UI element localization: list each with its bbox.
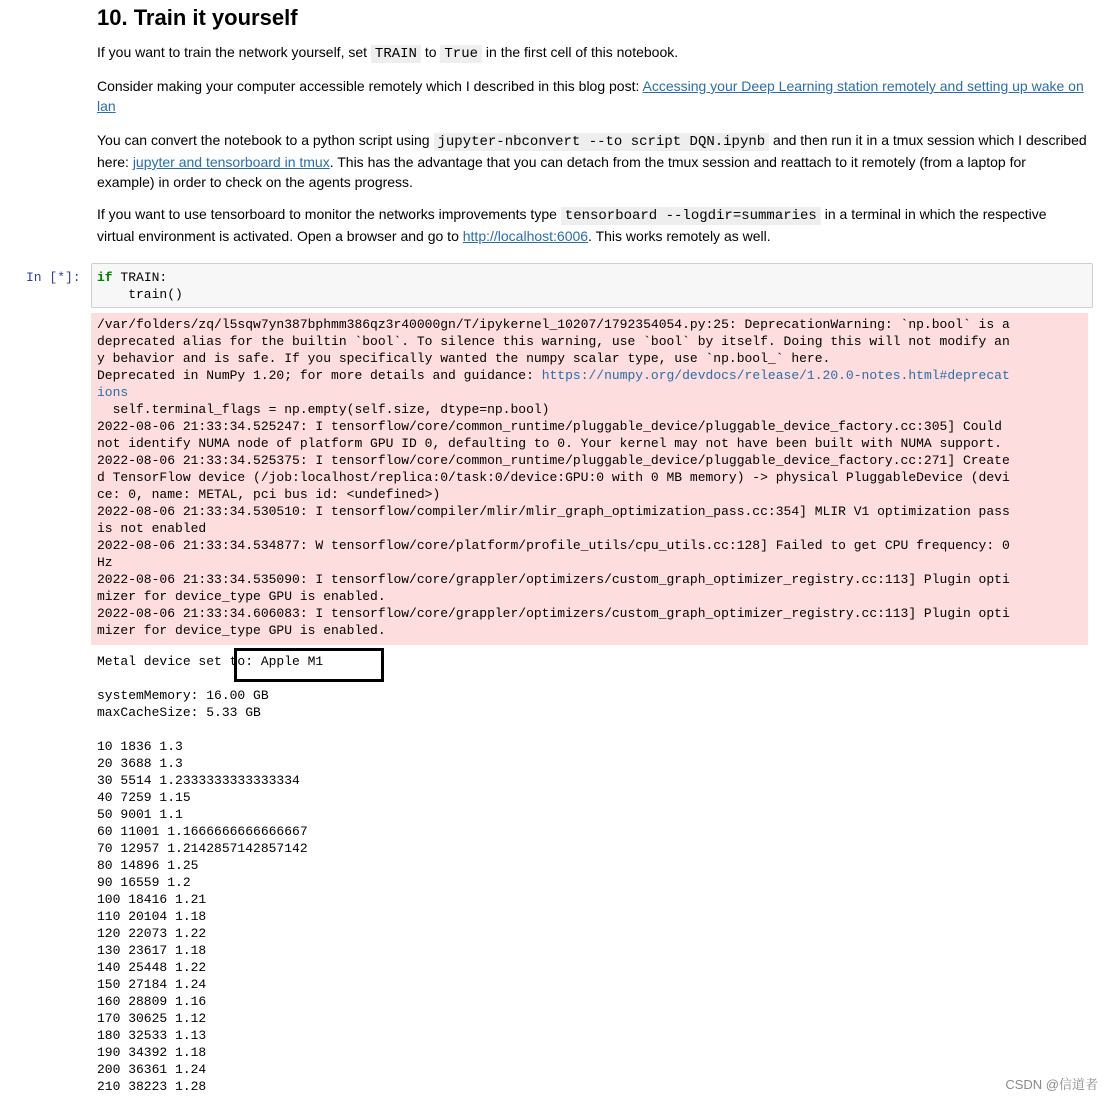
stderr-text (97, 316, 1010, 639)
text: . This has the advantage that you can detach from the tmux session and reattach to it remotely (from a laptop for example) in order to check on the agents progress. (97, 154, 1026, 190)
paragraph-convert (97, 130, 1087, 192)
code-true: True (440, 45, 482, 63)
text: If you want to use tensorboard to monitor the networks improvements type (97, 206, 561, 222)
text: to (420, 44, 441, 60)
text: and then run it in a tmux session which I described here: (97, 132, 1087, 170)
text: . This works remotely as well. (588, 228, 771, 244)
paragraph-remote (97, 76, 1087, 116)
code-nbconvert: jupyter-nbconvert --to script DQN.ipynb (434, 133, 770, 151)
localhost-link[interactable]: http://localhost:6006 (462, 228, 589, 244)
code-train: TRAIN (371, 45, 421, 63)
cell-prompt: In [*]: (26, 270, 81, 285)
text: If you want to train the network yourself, set (97, 44, 371, 60)
watermark: CSDN @信道者 (1005, 1077, 1098, 1092)
code-line-2: train() (97, 287, 183, 302)
keyword-if: if (97, 270, 113, 285)
numpy-release-link[interactable]: https://numpy.org/devdocs/release/1.20.0-notes.html#deprecat ions (97, 368, 1010, 400)
code-tensorboard: tensorboard --logdir=summaries (561, 207, 821, 225)
paragraph-tensorboard (97, 204, 1087, 246)
stderr-output (91, 313, 1088, 645)
highlight-box (234, 648, 384, 682)
text: You can convert the notebook to a python script using (97, 132, 434, 148)
code-text (97, 269, 183, 303)
code-line-1: TRAIN: (112, 270, 168, 285)
stderr-part-1: /var/folders/zq/l5sqw7yn387bphmm386qz3r40000gn/T/ipykernel_10207/1792354054.py:25: DeprecationWarning: `np.bool` is a deprecated alias for the builtin `bool`. To silence this warning, use `bool` by itself. Doing this will not modify an y behavior and is safe. If you specifically wanted the numpy scalar type, use `np.bool_` here. Deprecated in NumPy 1.20; for more details and guidance: (97, 317, 1010, 383)
blog-post-link[interactable]: Accessing your Deep Learning station remotely and setting up wake on lan (97, 78, 1084, 114)
code-cell-input[interactable] (91, 263, 1093, 308)
tmux-link[interactable]: jupyter and tensorboard in tmux (132, 154, 330, 170)
paragraph-train (97, 42, 1087, 64)
stdout-text: Metal device set to: Apple M1 systemMemory: 16.00 GB maxCacheSize: 5.33 GB 10 1836 1.3 20 3688 1.3 30 5514 1.2333333333333334 40 7259 1.15 50 9001 1.1 60 11001 1.1666666666666667 70 12957 1.2142857142857142 80 14896 1.25 90 16559 1.2 100 18416 1.21 110 20104 1.18 120 22073 1.22 130 23617 1.18 140 25448 1.22 150 27184 1.24 160 28809 1.16 170 30625 1.12 180 32533 1.13 190 34392 1.18 200 36361 1.24 210 38223 1.28 (97, 654, 324, 1094)
section-heading: 10. Train it yourself (97, 5, 298, 30)
text: Consider making your computer accessible remotely which I described in this blog post: (97, 78, 643, 94)
stderr-part-2: self.terminal_flags = np.empty(self.size, dtype=np.bool) 2022-08-06 21:33:34.525247: I tensorflow/core/common_runtime/pluggable_device/pluggable_device_factory.cc:305] Could not identify NUMA node of platform GPU ID 0, defaulting to 0. Your kernel may not have been built with NUMA support. 2022-08-06 21:33:34.525375: I tensorflow/core/common_runtime/pluggable_device/pluggable_device_factory.cc:271] Create d TensorFlow device (/job:localhost/replica:0/task:0/device:GPU:0 with 0 MB memory) -> physical PluggableDevice (devi ce: 0, name: METAL, pci bus id: <undefined>) 2022-08-06 21:33:34.530510: I tensorflow/compiler/mlir/mlir_graph_optimization_pass.cc:354] MLIR V1 optimization pass is not enabled 2022-08-06 21:33:34.534877: W tensorflow/core/platform/profile_utils/cpu_utils.cc:128] Failed to get CPU frequency: 0 Hz 2022-08-06 21:33:34.535090: I tensorflow/core/grappler/optimizers/custom_graph_optimizer_registry.cc:113] Plugin opti mizer for device_type GPU is enabled. 2022-08-06 21:33:34.606083: I tensorflow/core/grappler/optimizers/custom_graph_optimizer_registry.cc:113] Plugin opti mizer for device_type GPU is enabled. (97, 402, 1010, 638)
text: in a terminal in which the respective virtual environment is activated. Open a browser and go to (97, 206, 1047, 244)
text: in the first cell of this notebook. (482, 44, 679, 60)
